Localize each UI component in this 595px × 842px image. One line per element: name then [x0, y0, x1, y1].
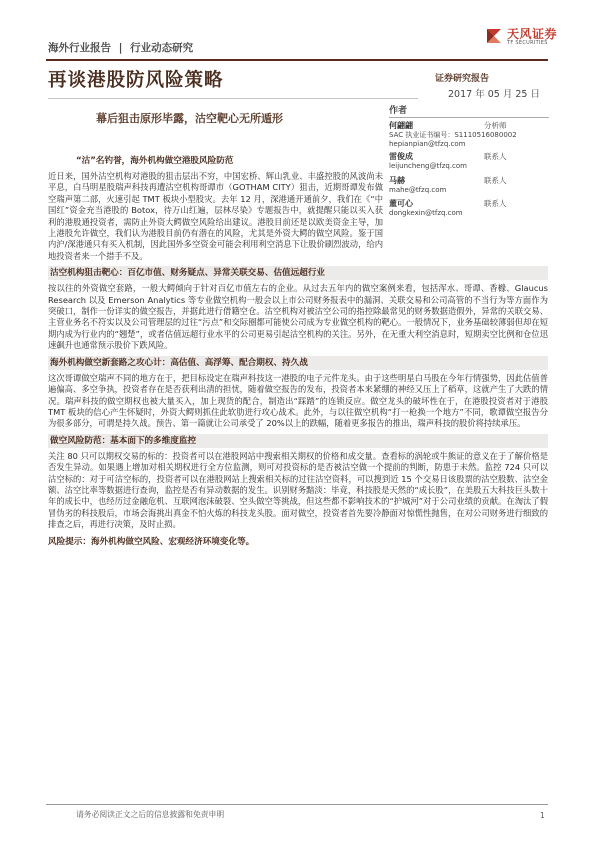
- section-paragraph: 这次哥谭做空瑞声不同的地方在于，把目标设定在瑞声科技这一港股的电子元件龙头。由于这些明星白马股在今年行情强势，因此估值普遍偏高、多空争执，投资者存在是否获利出清的担忧，随着做空报告的发布，投资者本来紧绷的神经又压上了稻草，这就产生了大跌的情况。瑞声科技的做空期权也被大量买入，加上现货的配合，制造出“踩踏”的连锁反应。做空龙头的破坏性在于，在港股投资者对于港股 TMT 板块的信心产生怀疑时，外资大鳄则抓住此软肋进行攻心战术。此外，与以往做空机构“打一枪换一个地方”不同，歌谭做空报告分为很多部分，可谓是持久战。预告、第一篇就让公司承受了 20%以上的跌幅，随着更多报告的推出，瑞声科技的股价将持续承压。: [48, 372, 548, 429]
- author-email[interactable]: mahe@tfzq.com: [389, 186, 447, 194]
- authors-divider: [389, 117, 549, 118]
- author-role: 联系人: [484, 176, 507, 185]
- category-separator: |: [118, 42, 123, 54]
- footer-disclaimer: 请务必阅读正文之后的信息披露和免责申明: [76, 810, 225, 819]
- author-email[interactable]: leijuncheng@tfzq.com: [389, 162, 467, 170]
- footer-divider: [46, 804, 548, 805]
- author-name: 马赫: [389, 176, 405, 185]
- author-email[interactable]: dongkexin@tfzq.com: [389, 209, 463, 217]
- author-email[interactable]: hepianpian@tfzq.com: [389, 140, 466, 148]
- author-role: 分析师: [484, 121, 507, 130]
- report-body: [48, 150, 548, 552]
- author-cert: SAC 执业证书编号：S1110516080002: [389, 131, 517, 139]
- report-subtitle: 幕后狙击原形毕露，沽空靶心无所遁形: [96, 112, 283, 125]
- author-block: [389, 121, 549, 149]
- section-heading: 海外机构做空新套路之攻心计：高估值、高浮筹、配合期权、持久战: [48, 356, 548, 370]
- section-heading: 沽空机构狙击靶心：百亿市值、财务疑点、异常关联交易、估值远超行业: [48, 266, 548, 280]
- report-type: 证券研究报告: [435, 74, 490, 84]
- category-label: 海外行业报告: [48, 42, 111, 54]
- section-heading: “沽”名钓誉，海外机构做空港股风险防范: [76, 156, 234, 166]
- report-category: [48, 40, 197, 55]
- author-name: 雷俊成: [389, 152, 413, 161]
- company-logo: [484, 24, 556, 52]
- title-divider: [48, 98, 418, 99]
- author-name: 何翩翩: [389, 121, 413, 130]
- report-title: 再谈港股防风险策略: [48, 70, 224, 91]
- author-role: 联系人: [484, 199, 507, 208]
- author-role: 联系人: [484, 152, 507, 161]
- authors-heading: 作者: [389, 106, 408, 116]
- page-number: 1: [540, 811, 545, 820]
- risk-warning: 风险提示：海外机构做空风险、宏观经济环境变化等。: [48, 536, 255, 547]
- report-date: 2017 年 05 月 25 日: [448, 89, 540, 100]
- logo-name-cn: 天风证券: [507, 27, 558, 41]
- header-divider: [46, 59, 548, 61]
- section-paragraph: 关注 80 只可以期权交易的标的：投资者可以在港股网站中搜索相关期权的价格和成交量。查看标的涡轮或牛熊证的意义在于了解价格是否发生异动。如果遇上增加对相关期权进行全方位监测，则可对投资标的是否被沽空做一个提前的判断，防患于未然。监控 724 只可以沽空标的：对于可沽空标的，投资者可以在港股网站上搜索相关标的过往沽空资料，可以搜到近 15 个交易日该股票的沽空股数、沽空金额、沽空比率等数据进行查询，监控是否有异动数据的发生。识别财务黯淡：毕竟，科技股是天然的“成长股”，在美股五大科技巨头数十年的成长中，也经历过金融危机、互联网泡沫破裂、空头做空等挑战，但这些都不影响技术的“护城河”对于公司业绩的贡献。在淘汰了假冒伪劣的科技股后，市场会海挑出真金不怕火炼的科技龙头股。面对做空，投资者首先要冷静面对惊慌性抛售，在对公司财务进行细致的排查之后，再进行决策，及时止损。: [48, 450, 548, 530]
- author-name: 董可心: [389, 199, 413, 208]
- logo-name-en: TF SECURITIES: [507, 40, 548, 46]
- section-paragraph: 近日来，国外沽空机构对港股的狙击层出不穷，中国宏桥、辉山乳业、丰盛控股的风波尚未平息，白马明星股瑞声科技再遭沽空机构哥谭市（GOTHAM CITY）狙击，近期哥谭发布做空瑞声第二部，火速引起 TMT 板块小型股灾。去年 12 月，深港通开通前夕，我们在《“中国红”资金充当港股的 Botox，待万山红遍，层林尽染》专题报告中，就提醒只能以买入获利的港股通投资者，需防止外资大鳄做空风险给出建议。港股目前还是以欧美资金主导，加上港股允许做空，我们认为港股目前仍有潜在的风险，尤其是外资大鳄的做空风险。鉴于国内沪/深港通只有买入机制，因此国外多空资金可能会利用利空消息下让股价刷烈波动，给内地投资者来一个措手不及。: [48, 171, 383, 261]
- tf-logo-icon: [484, 26, 504, 46]
- subcategory-label: 行业动态研究: [130, 42, 194, 54]
- section-heading: 做空风险防范：基本面下的多维度监控: [48, 434, 548, 448]
- section-paragraph: 按以往的外资做空套路，一般大鳄倾向于针对百亿市值左右的企业。从过去五年内的做空案例来看，包括浑水、哥谭、香橼、Glaucus Research 以及 Emerson Analytics 等专业做空机构一般会以上市公司财务报表中的漏洞、关联交易和公司高管的不当行为等方面作为突破口，制作一份详实的做空报告，并据此进行借籍空仓。沽空机构对被沽空公司的指控除最常见的财务数据造假外，异常的关联交易、主营业务名不符实以及公司管理层的过往“污点”和交际圈都可能使公司成为专业做空机构的靶心。一般情况下，业务基础较薄弱但却在短期内成为行业内的“翘楚”，或者估值远超行业水平的公司更易引起沽空机构的关注。另外，在无重大利空消息时，短期卖空比例和仓位迅速飙升也通常预示股价下跌风险。: [48, 283, 548, 351]
